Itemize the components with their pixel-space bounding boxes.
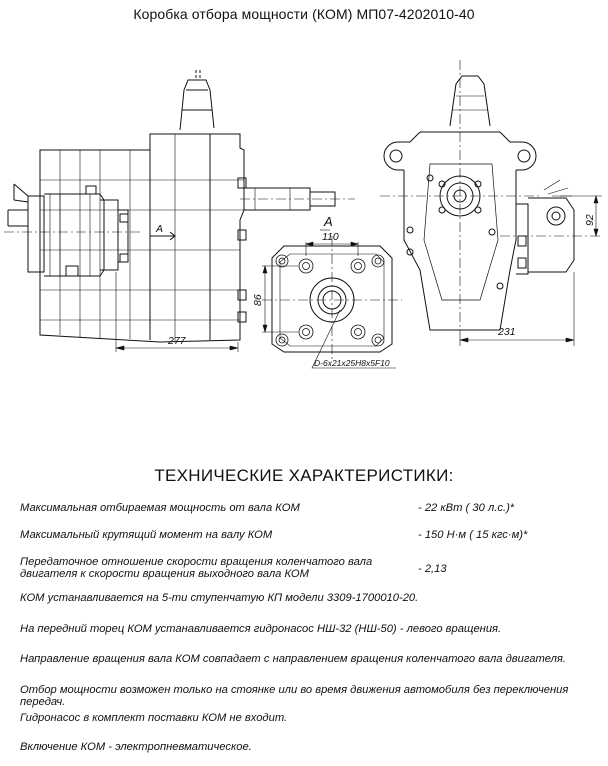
spec-value-torque: - 150 Н·м ( 15 кгс·м)*	[418, 529, 528, 541]
gearbox-front-view	[380, 60, 602, 346]
dim-side-width: 231	[498, 326, 516, 338]
spec-label-ratio-line1: Передаточное отношение скорости вращения коленчатого вала	[20, 556, 373, 568]
dim-side-height: 92	[584, 214, 596, 226]
spec-label-torque: Максимальный крутящий момент на валу КОМ	[20, 529, 273, 541]
note-engagement-type: Включение КОМ - электропневматическое.	[20, 741, 252, 753]
section-label: A	[156, 223, 164, 235]
spec-label-power: Максимальная отбираемая мощность от вала КОМ	[20, 502, 300, 514]
note-rotation-direction: Направление вращения вала КОМ совпадает с направлением вращения коленчатого вала двигателя.	[20, 653, 567, 665]
dim-spline: D-6x21x25H8x5F10	[314, 358, 390, 368]
gearbox-side-view	[4, 70, 355, 352]
note-pump-not-included: Гидронасос в комплект поставки КОМ не входит.	[20, 712, 288, 724]
dim-overall-length: 277	[168, 335, 186, 347]
spec-value-ratio: - 2,13	[418, 563, 447, 575]
document-title: Коробка отбора мощности (КОМ) МП07-4202010-40	[133, 6, 475, 22]
flange-view-a	[252, 214, 402, 368]
note-pump-mount: На передний торец КОМ устанавливается гидронасос НШ-32 (НШ-50) - левого вращения.	[20, 623, 502, 635]
note-power-takeoff-condition: Отбор мощности возможен только на стоянке или во время движения автомобиля без переключения передач.	[20, 684, 569, 708]
dim-flange-width: 110	[322, 231, 339, 243]
spec-label-ratio-line2: двигателя к скорости вращения выходного вала КОМ	[20, 568, 309, 580]
view-label: A	[324, 214, 333, 229]
specs-heading: ТЕХНИЧЕСКИЕ ХАРАКТЕРИСТИКИ:	[154, 466, 454, 485]
note-gearbox-model: КОМ устанавливается на 5-ти ступенчатую КП модели 3309-1700010-20.	[20, 592, 419, 604]
spec-value-power: - 22 кВт ( 30 л.с.)*	[418, 502, 515, 514]
dim-flange-height: 86	[252, 294, 264, 306]
